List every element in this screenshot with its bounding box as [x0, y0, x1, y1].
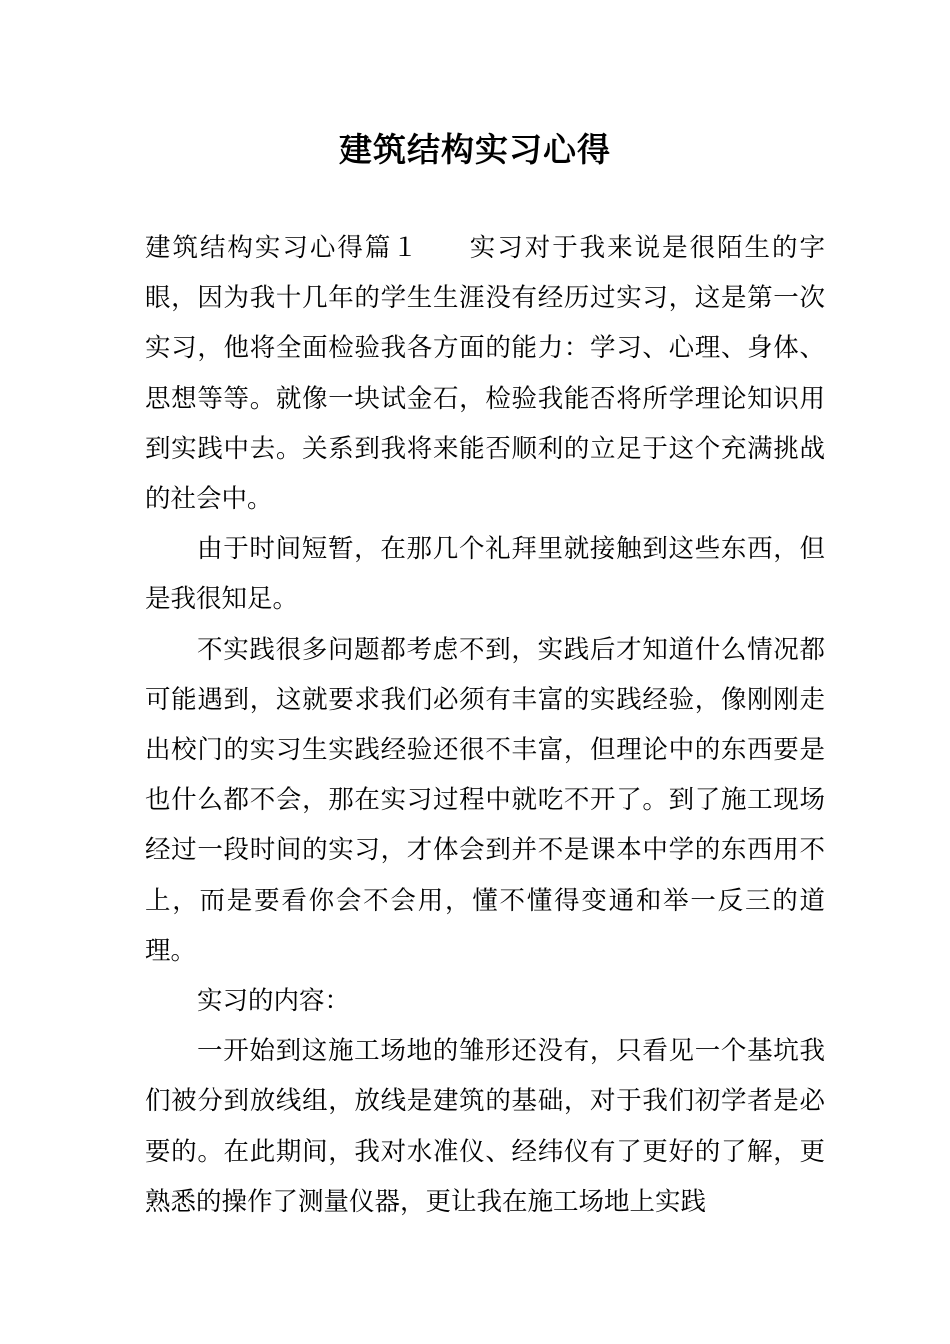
paragraph-text: 实习对于我来说是很陌生的字眼，因为我十几年的学生生涯没有经历过实习，这是第一次实习，他将全面检验我各方面的能力：学习、心理、身体、思想等等。就像一块试金石，检验我能否将所学理论知识用到实践中去。关系到我将来能否顺利的立足于这个充满挑战的社会中。 — [145, 233, 825, 515]
paragraph: 由于时间短暂，在那几个礼拜里就接触到这些东西，但是我很知足。 — [145, 534, 825, 615]
paragraph: 一开始到这施工场地的雏形还没有，只看见一个基坑我们被分到放线组，放线是建筑的基础，对于我们初学者是必要的。在此期间，我对水准仪、经纬仪有了更好的了解，更熟悉的操作了测量仪器，更让我在施工场地上实践 — [145, 1036, 825, 1217]
section-label: 建筑结构实习心得篇１ — [145, 233, 420, 263]
paragraph: 不实践很多问题都考虑不到，实践后才知道什么情况都可能遇到，这就要求我们必须有丰富的实践经验，像刚刚走出校门的实习生实践经验还很不丰富，但理论中的东西要是也什么都不会，那在实习过程中就吃不开了。到了施工现场经过一段时间的实习，才体会到并不是课本中学的东西用不上，而是要看你会不会用，懂不懂得变通和举一反三的道理。 — [145, 634, 825, 966]
document-title: 建筑结构实习心得 — [339, 130, 611, 169]
document-body — [145, 223, 825, 1227]
section-heading: 实习的内容： — [197, 986, 351, 1017]
paragraph-intro — [145, 223, 825, 524]
